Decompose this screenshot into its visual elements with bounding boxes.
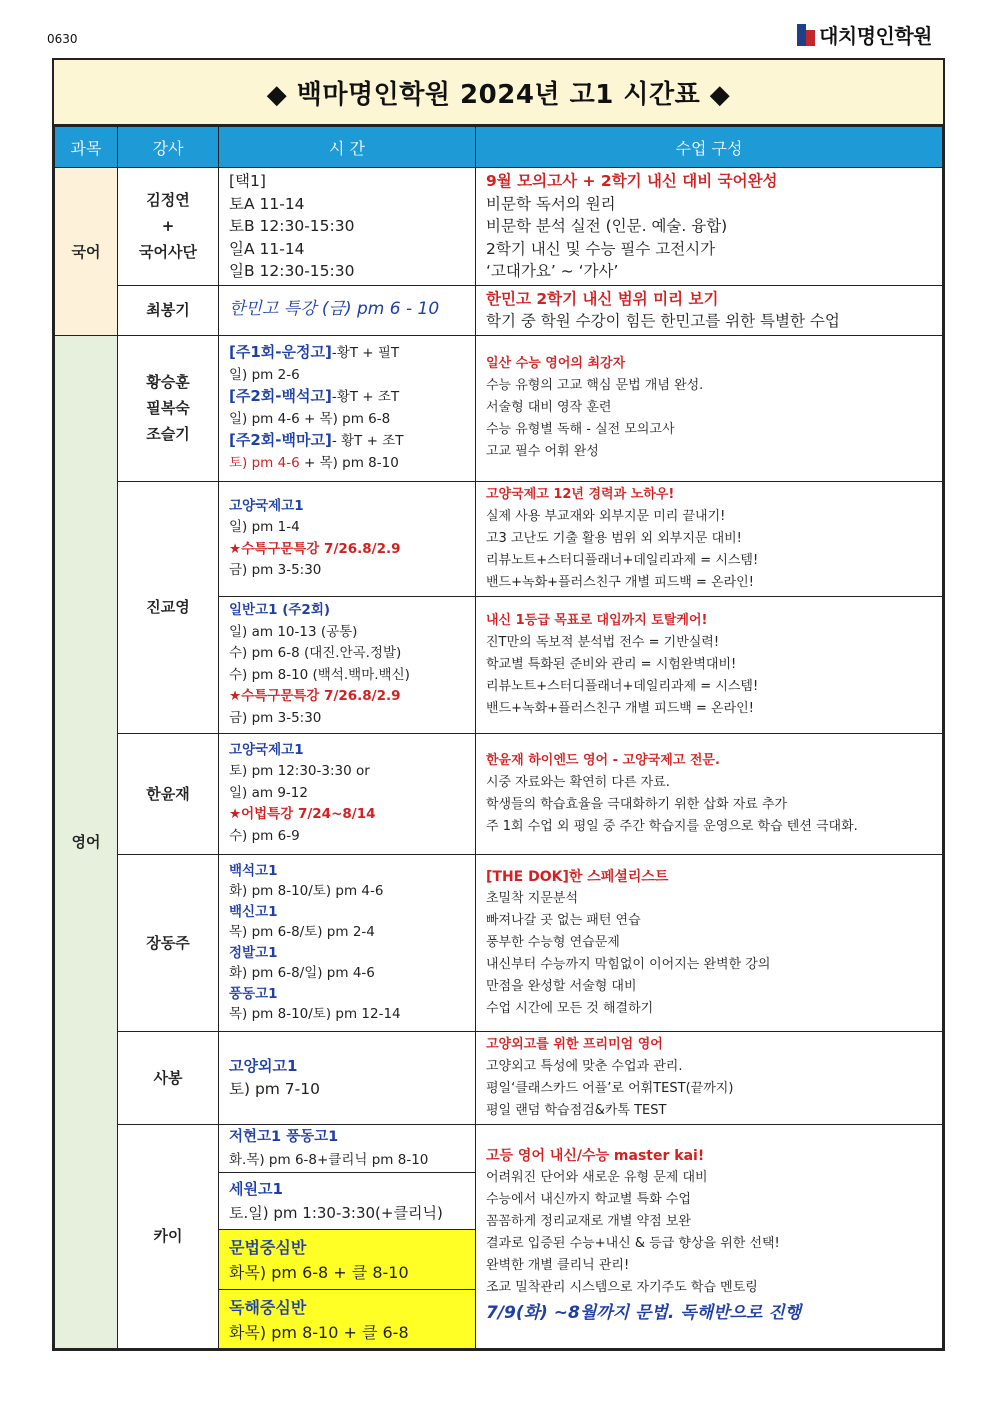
brand-logo-icon xyxy=(797,24,815,46)
table-header xyxy=(55,127,943,168)
time-cell: 한민고 특강 (금) pm 6 - 10 xyxy=(219,285,476,335)
content-cell: 일산 수능 영어의 최강자 수능 유형의 고교 핵심 문법 개념 완성. 서술형 대비 영작 훈련 수능 유형별 독해 - 실전 모의고사 고교 필수 어휘 완성 xyxy=(476,335,943,481)
time-cell: [주1회-운정고]-황T + 필T 일) pm 2-6 [주2회-백석고]-황T + 조T 일) pm 4-6 + 목) pm 6-8 [주2회-백마고]- 황T + 조T 토) pm 4-6 + 목) pm 8-10 xyxy=(219,335,476,481)
teacher-cell: 카이 xyxy=(118,1124,219,1348)
teacher-cell: 진교영 xyxy=(118,481,219,733)
content-cell: 고양국제고 12년 경력과 노하우! 실제 사용 부교재와 외부지문 미리 끝내기! 고3 고난도 기출 활용 범위 외 외부지문 대비! 리뷰노트+스터디플래너+데일리과제 = 시스템! 밴드+녹화+플러스친구 개별 피드백 = 온라인! xyxy=(476,481,943,596)
brand xyxy=(797,20,932,49)
time-cell: 고양외고1 토) pm 7-10 xyxy=(219,1031,476,1124)
content-cell: 내신 1등급 목표로 대입까지 토탈케어! 진T만의 독보적 분석법 전수 = 기반실력! 학교별 특화된 준비와 관리 = 시험완벽대비! 리뷰노트+스터디플래너+데일리과제 = 시스템! 밴드+녹화+플러스친구 개별 피드백 = 온라인! xyxy=(476,596,943,733)
teacher-cell: 최봉기 xyxy=(118,285,219,335)
table-row xyxy=(55,1031,943,1124)
time-cell: 고양국제고1 토) pm 12:30-3:30 or 일) am 9-12 ★어법특강 7/24~8/14 수) pm 6-9 xyxy=(219,733,476,854)
content-cell: 9월 모의고사 + 2학기 내신 대비 국어완성 비문학 독서의 원리 비문학 분석 실전 (인문. 예술. 융합) 2학기 내신 및 수능 필수 고전시가 ‘고대가요’ ~ ‘가사’ xyxy=(476,168,943,286)
content-cell: 한윤재 하이엔드 영어 - 고양국제고 전문. 시중 자료와는 확연히 다른 자료. 학생들의 학습효율을 극대화하기 위한 삽화 자료 추가 주 1회 수업 외 평일 중 주간 학습지를 운영으로 학습 텐션 극대화. xyxy=(476,733,943,854)
table-row xyxy=(55,854,943,1031)
teacher-cell: 장동주 xyxy=(118,854,219,1031)
timetable xyxy=(52,58,945,1351)
time-cell: 고양국제고1 일) pm 1-4 ★수특구문특강 7/26.8/2.9 금) pm 3-5:30 xyxy=(219,481,476,596)
time-cell: [택1] 토A 11-14 토B 12:30-15:30 일A 11-14 일B 12:30-15:30 xyxy=(219,168,476,286)
schedule-table xyxy=(54,126,943,1349)
time-cell: 저현고1 풍동고1 화.목) pm 6-8+클리닉 pm 8-10 세원고1 토.일) pm 1:30-3:30(+클리닉) 문법중심반 화목) pm 6-8 + 클 8-10 독해중심반 화목) pm 8-10 + 클 6-8 xyxy=(219,1124,476,1348)
teacher-cell: 김정연 + 국어사단 xyxy=(118,168,219,286)
content-cell: 고양외고를 위한 프리미엄 영어 고양외고 특성에 맞춘 수업과 관리. 평일‘클래스카드 어플’로 어휘TEST(끝까지) 평일 랜덤 학습점검&카톡 TEST xyxy=(476,1031,943,1124)
content-cell: [THE DOK]한 스페셜리스트 초밀착 지문분석 빠져나갈 곳 없는 패턴 연습 풍부한 수능형 연습문제 내신부터 수능까지 막힘없이 이어지는 완벽한 강의 만점을 완성할 서술형 대비 수업 시간에 모든 것 해결하기 xyxy=(476,854,943,1031)
brand-name: 대치명인학원 xyxy=(819,24,932,48)
time-cell: 일반고1 (주2회) 일) am 10-13 (공통) 수) pm 6-8 (대진.안곡.정발) 수) pm 8-10 (백석.백마.백신) ★수특구문특강 7/26.8/2.9 금) pm 3-5:30 xyxy=(219,596,476,733)
time-cell: 백석고1 화) pm 8-10/토) pm 4-6 백신고1 목) pm 6-8/토) pm 2-4 정발고1 화) pm 6-8/일) pm 4-6 풍동고1 목) pm 8-10/토) pm 12-14 xyxy=(219,854,476,1031)
teacher-cell: 사봉 xyxy=(118,1031,219,1124)
teacher-cell: 한윤재 xyxy=(118,733,219,854)
col-header-subject: 과목 xyxy=(55,127,118,168)
table-row xyxy=(55,168,943,286)
table-row xyxy=(55,285,943,335)
col-header-teacher: 강사 xyxy=(118,127,219,168)
subject-korean: 국어 xyxy=(55,168,118,336)
col-header-time: 시 간 xyxy=(219,127,476,168)
col-header-content: 수업 구성 xyxy=(476,127,943,168)
doc-code: 0630 xyxy=(47,32,78,46)
content-cell: 고등 영어 내신/수능 master kai! 어려워진 단어와 새로운 유형 문제 대비 수능에서 내신까지 학교별 특화 수업 꼼꼼하게 정리교재로 개별 약점 보완 결과로 입증된 수능+내신 & 등급 향상을 위한 선택! 완벽한 개별 클리닉 관리! 조교 밀착관리 시스템으로 자기주도 학습 멘토링 7/9(화) ~8월까지 문법. 독해반으로 진행 xyxy=(476,1124,943,1348)
page-title: ◆ 백마명인학원 2024년 고1 시간표 ◆ xyxy=(54,60,943,126)
subject-english: 영어 xyxy=(55,335,118,1348)
teacher-cell: 황승훈 필복숙 조슬기 xyxy=(118,335,219,481)
content-cell: 한민고 2학기 내신 범위 미리 보기 학기 중 학원 수강이 힘든 한민고를 위한 특별한 수업 xyxy=(476,285,943,335)
table-row xyxy=(55,1124,943,1348)
table-row xyxy=(55,481,943,596)
table-row xyxy=(55,733,943,854)
table-row xyxy=(55,335,943,481)
